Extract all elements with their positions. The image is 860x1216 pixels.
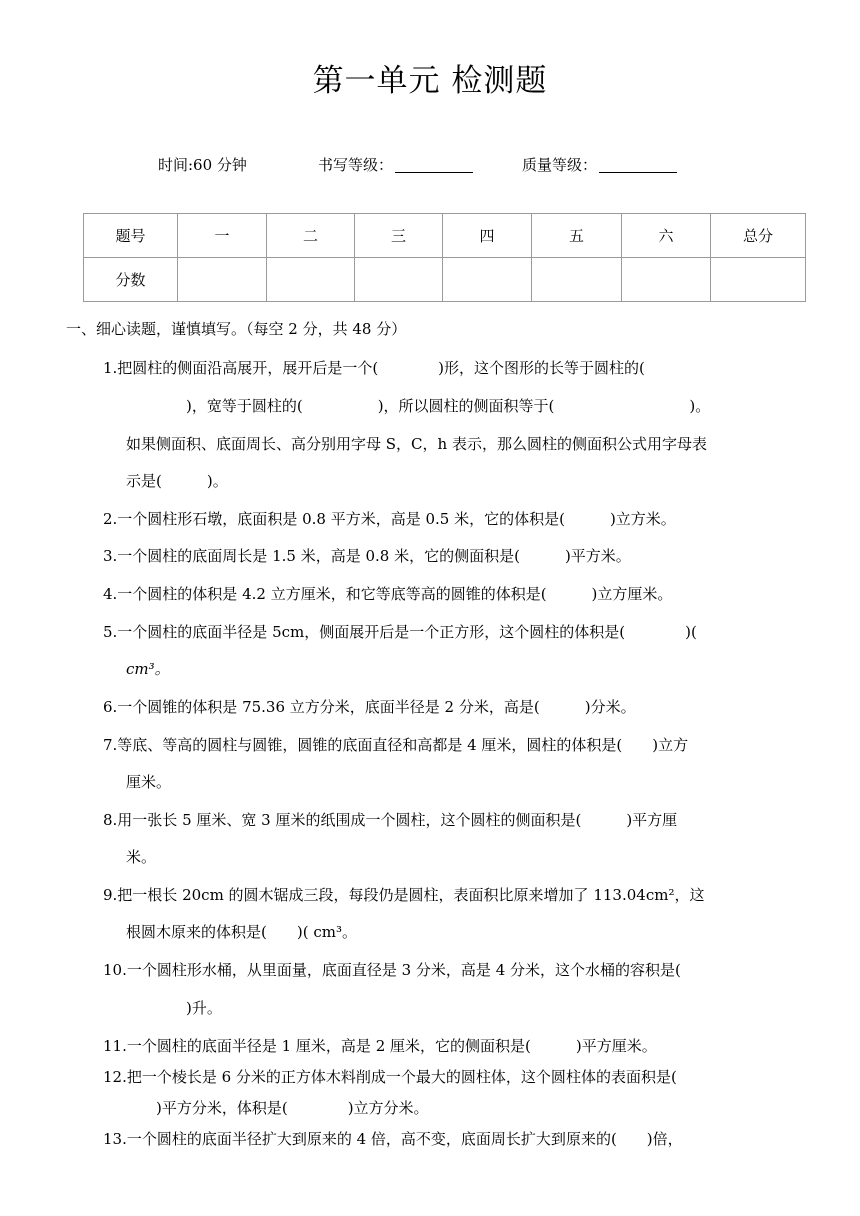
- header-cell: 三: [355, 214, 443, 258]
- time-limit: 时间:60 分钟: [158, 156, 247, 174]
- score-cell[interactable]: [711, 258, 806, 302]
- question-line: 9.把一根长 20cm 的圆木锯成三段，每段仍是圆柱，表面积比原来增加了 113.04cm²，这: [103, 886, 705, 904]
- score-cell[interactable]: [443, 258, 532, 302]
- question-line: 5.一个圆柱的底面半径是 5cm，侧面展开后是一个正方形，这个圆柱的体积是( )(: [103, 623, 697, 641]
- question-line: 8.用一张长 5 厘米、宽 3 厘米的纸围成一个圆柱，这个圆柱的侧面积是( )平方厘: [103, 811, 678, 829]
- question-line: 根圆木原来的体积是( )( cm³。: [126, 923, 357, 941]
- question-line: 米。: [126, 848, 157, 866]
- score-cell[interactable]: [267, 258, 355, 302]
- page-title: 第一单元 检测题: [312, 63, 548, 99]
- question-line: 10.一个圆柱形水桶，从里面量，底面直径是 3 分米，高是 4 分米，这个水桶的容积是(: [103, 961, 681, 979]
- header-cell: 一: [178, 214, 267, 258]
- question-line: )升。: [126, 999, 222, 1017]
- score-cell[interactable]: [622, 258, 711, 302]
- header-cell: 四: [443, 214, 532, 258]
- row-label-cell: 分数: [84, 258, 178, 302]
- score-table-score-row: [84, 258, 806, 302]
- question-line: 13.一个圆柱的底面半径扩大到原来的 4 倍，高不变，底面周长扩大到原来的( )倍，: [103, 1130, 683, 1148]
- section-heading: 一、细心读题，谨慎填写。（每空 2 分，共 48 分）: [66, 320, 407, 338]
- header-cell: 六: [622, 214, 711, 258]
- header-cell: 二: [267, 214, 355, 258]
- score-cell[interactable]: [178, 258, 267, 302]
- exam-meta: [158, 154, 758, 178]
- question-line: cm³。: [126, 660, 170, 678]
- score-cell[interactable]: [355, 258, 443, 302]
- question-line: 11.一个圆柱的底面半径是 1 厘米，高是 2 厘米，它的侧面积是( )平方厘米。: [103, 1037, 657, 1055]
- question-line: )，宽等于圆柱的( )，所以圆柱的侧面积等于( )。: [126, 397, 711, 415]
- question-line: 如果侧面积、底面周长、高分别用字母 S，C，h 表示，那么圆柱的侧面积公式用字母表: [126, 435, 707, 453]
- score-table: [83, 213, 806, 302]
- question-line: 厘米。: [126, 773, 172, 791]
- writing-grade-blank[interactable]: [395, 156, 473, 173]
- quality-grade-label: 质量等级：: [522, 156, 598, 174]
- question-line: 示是( )。: [126, 472, 228, 490]
- writing-grade: [318, 154, 473, 175]
- header-cell: 五: [532, 214, 622, 258]
- question-line: 2.一个圆柱形石墩，底面积是 0.8 平方米，高是 0.5 米，它的体积是( )立方米。: [103, 510, 676, 528]
- header-cell: 总分: [711, 214, 806, 258]
- quality-grade-blank[interactable]: [599, 156, 677, 173]
- question-line: 1.把圆柱的侧面沿高展开，展开后是一个( )形，这个图形的长等于圆柱的(: [103, 359, 645, 377]
- question-line: 7.等底、等高的圆柱与圆锥，圆锥的底面直径和高都是 4 厘米，圆柱的体积是( )立方: [103, 736, 689, 754]
- writing-grade-label: 书写等级：: [318, 156, 394, 174]
- question-line: 4.一个圆柱的体积是 4.2 立方厘米，和它等底等高的圆锥的体积是( )立方厘米。: [103, 585, 673, 603]
- header-cell: 题号: [84, 214, 178, 258]
- question-line: 6.一个圆锥的体积是 75.36 立方分米，底面半径是 2 分米，高是( )分米。: [103, 698, 636, 716]
- question-line: 3.一个圆柱的底面周长是 1.5 米，高是 0.8 米，它的侧面积是( )平方米。: [103, 547, 631, 565]
- question-line: 12.把一个棱长是 6 分米的正方体木料削成一个最大的圆柱体，这个圆柱体的表面积是(: [103, 1068, 677, 1086]
- score-cell[interactable]: [532, 258, 622, 302]
- score-table-header-row: [84, 214, 806, 258]
- quality-grade: [522, 154, 677, 175]
- question-line: )平方分米，体积是( )立方分米。: [126, 1099, 429, 1117]
